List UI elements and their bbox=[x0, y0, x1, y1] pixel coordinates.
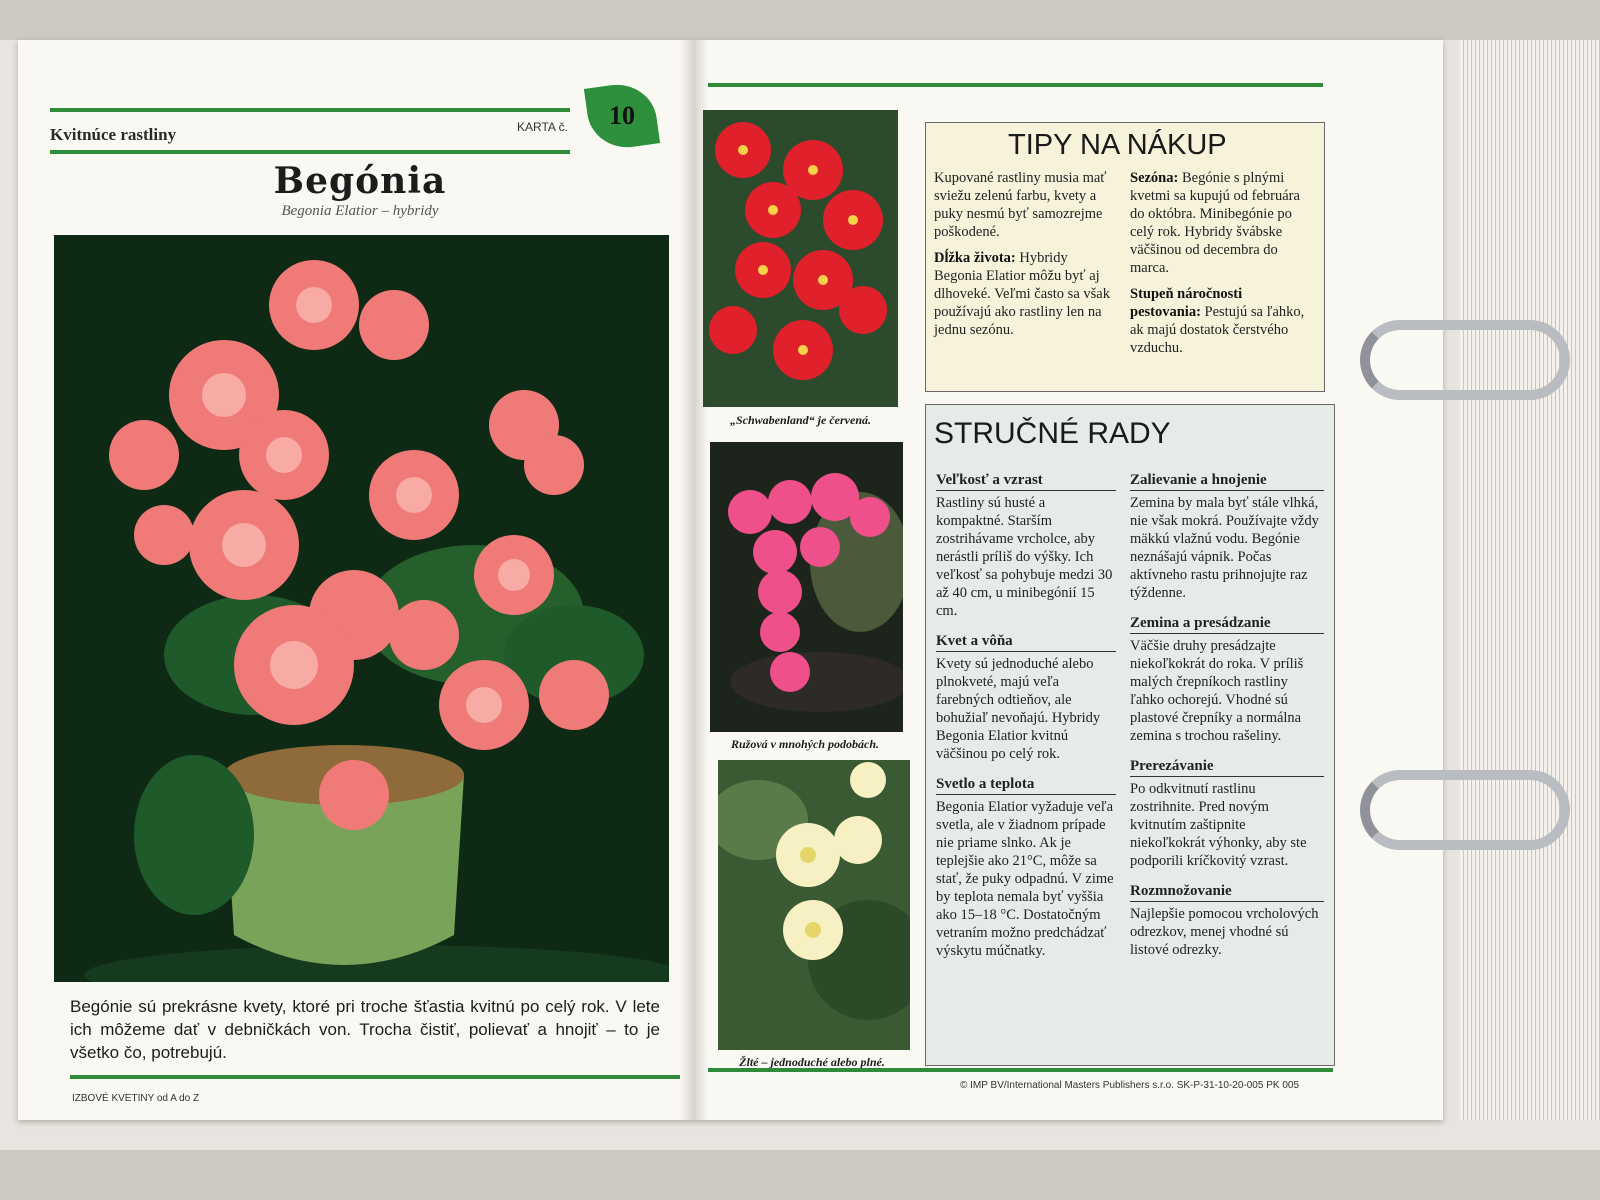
section-light-heading: Svetlo a teplota bbox=[936, 775, 1116, 795]
card-number: 10 bbox=[609, 101, 635, 130]
footer-left: IZBOVÉ KVETINY od A do Z bbox=[72, 1093, 200, 1104]
rady-col1 bbox=[936, 471, 1116, 972]
karta-label: KARTA č. bbox=[517, 120, 568, 134]
section-flower-text: Kvety sú jednoduché alebo plnokveté, majú veľa farebných odtieňov, ale bohužiaľ nevoňajú. Hybridy Begonia Elatior kvitnú väčšinou po celý rok. bbox=[936, 656, 1101, 762]
section-size-text: Rastliny sú husté a kompaktné. Starším zostrihávame vrcholce, aby nerástli príliš do výšky. Ich veľkosť sa pohybuje medzi 30 až 40 cm, u minibegónií 15 cm. bbox=[936, 495, 1113, 619]
tips-title: TIPY NA NÁKUP bbox=[1008, 129, 1227, 161]
tips-h3: Sezóna: bbox=[1130, 170, 1179, 186]
photo-yellow bbox=[718, 760, 910, 1050]
photo-pink bbox=[710, 442, 903, 732]
top-rule-left bbox=[50, 108, 570, 112]
page-title: Begónia bbox=[273, 160, 447, 202]
section-soil bbox=[1130, 614, 1324, 745]
tips-p2 bbox=[934, 249, 1119, 339]
section-pruning-text: Po odkvitnutí rastlinu zostrihnite. Pred novým kvitnutím zaštipnite niekoľkokrát výhonky, aby ste podporili kríčkovitý vzrast. bbox=[1130, 781, 1307, 869]
tips-h4: Stupeň náročnosti pestovania: bbox=[1130, 286, 1243, 320]
bottom-rule-left bbox=[70, 1075, 680, 1079]
section-water-text: Zemina by mala byť stále vlhká, nie však mokrá. Používajte vždy mäkkú vlažnú vodu. Begónie neznášajú vápnik. Počas aktívneho rastu prihnojujte raz týždenne. bbox=[1130, 495, 1319, 601]
top-rule-right bbox=[708, 83, 1323, 87]
tips-h2: Dĺžka života: bbox=[934, 250, 1016, 266]
section-propagation-heading: Rozmnožovanie bbox=[1130, 882, 1324, 902]
section-soil-heading: Zemina a presádzanie bbox=[1130, 614, 1324, 634]
caption-red: „Schwabenland“ je červená. bbox=[730, 413, 871, 427]
caption-pink: Ružová v mnohých podobách. bbox=[730, 737, 879, 751]
tips-p4-text: Pestujú sa ľahko, ak majú dostatok čerstvého vzduchu. bbox=[1130, 304, 1305, 356]
section-size-heading: Veľkosť a vzrast bbox=[936, 471, 1116, 491]
category-label: Kvitnúce rastliny bbox=[50, 125, 177, 144]
bottom-rule-right bbox=[708, 1068, 1333, 1072]
section-propagation bbox=[1130, 882, 1324, 959]
caption-yellow: Žlté – jednoduché alebo plné. bbox=[739, 1055, 885, 1069]
tips-box bbox=[925, 122, 1325, 392]
section-flower-heading: Kvet a vôňa bbox=[936, 632, 1116, 652]
main-photo bbox=[54, 235, 669, 982]
section-flower bbox=[936, 632, 1116, 763]
photo-red bbox=[703, 110, 898, 407]
intro-text: Begónie sú prekrásne kvety, ktoré pri troche šťastia kvitnú po celý rok. V lete ich môžeme dať v debničkách von. Trocha čistiť, polievať a hnojiť – to je všetko čo, potrebujú. bbox=[70, 997, 660, 1062]
rady-col2 bbox=[1130, 471, 1324, 971]
section-soil-text: Väčšie druhy presádzajte niekoľkokrát do roka. V príliš malých črepníkoch rastliny ľahko ochorejú. Vhodné sú plastové črepníky a normálna zemina s trochou rašeliny. bbox=[1130, 638, 1304, 744]
section-pruning-heading: Prerezávanie bbox=[1130, 757, 1324, 777]
section-size bbox=[936, 471, 1116, 620]
section-water-heading: Zalievanie a hnojenie bbox=[1130, 471, 1324, 491]
tips-col1 bbox=[934, 169, 1119, 347]
tips-p3 bbox=[1130, 169, 1315, 277]
tips-p3-text: Begónie s plnými kvetmi sa kupujú od februára do októbra. Minibegónie po celý rok. Hybridy švábske väčšinou od decembra do marca. bbox=[1130, 170, 1300, 276]
rady-title: STRUČNÉ RADY bbox=[934, 417, 1171, 450]
section-water bbox=[1130, 471, 1324, 602]
section-light bbox=[936, 775, 1116, 960]
binder-ring-bottom bbox=[1360, 770, 1570, 850]
page-stack bbox=[1460, 40, 1600, 1120]
section-propagation-text: Najlepšie pomocou vrcholových odrezkov, menej vhodné sú listové odrezky. bbox=[1130, 906, 1319, 958]
page-subtitle: Begonia Elatior – hybridy bbox=[281, 203, 439, 219]
section-pruning bbox=[1130, 757, 1324, 870]
section-light-text: Begonia Elatior vyžaduje veľa svetla, ale v žiadnom prípade nie priame slnko. Ak je teplejšie ako 21°C, môže sa stať, že puky odpadnú. V zime by teplota nemala byť vyššia ako 15–18 °C. Dostatočným vetraním možno predchádzať výskytu múčnatky. bbox=[936, 799, 1114, 959]
footer-right: © IMP BV/International Masters Publishers s.r.o. SK-P-31-10-20-005 PK 005 bbox=[960, 1080, 1300, 1091]
tips-p4 bbox=[1130, 285, 1315, 357]
tips-col2 bbox=[1130, 169, 1315, 365]
tips-p1: Kupované rastliny musia mať sviežu zelenú farbu, kvety a puky nesmú byť samozrejme poškodené. bbox=[934, 170, 1107, 240]
header-rule-left bbox=[50, 150, 570, 154]
rady-box bbox=[925, 404, 1335, 1066]
binder-ring-top bbox=[1360, 320, 1570, 400]
tips-p2-text: Hybridy Begonia Elatior môžu byť aj dlhoveké. Veľmi často sa však používajú ako rastliny len na jednu sezónu. bbox=[934, 250, 1110, 338]
